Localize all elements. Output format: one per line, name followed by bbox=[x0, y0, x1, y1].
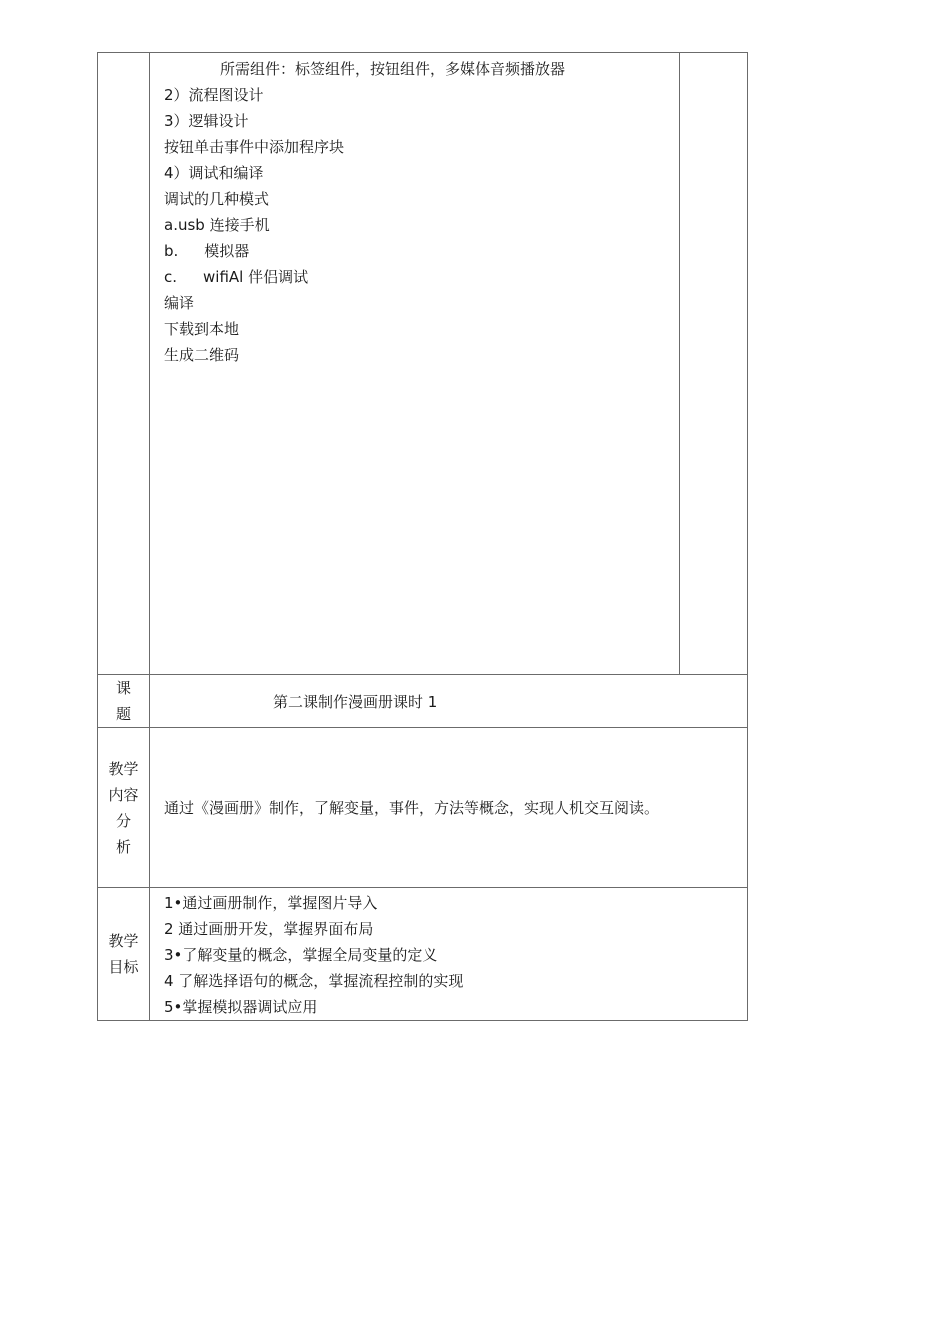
debug-mode-c bbox=[164, 264, 679, 290]
label-char: 课 bbox=[115, 679, 131, 697]
topic-value: 第二课制作漫画册课时 1 bbox=[150, 675, 748, 728]
objective-item: 4 了解选择语句的概念，掌握流程控制的实现 bbox=[164, 972, 464, 990]
body-line: 生成二维码 bbox=[164, 346, 240, 364]
objective-item: 5•掌握模拟器调试应用 bbox=[164, 998, 318, 1016]
content-analysis-label bbox=[98, 728, 150, 888]
label-char: 教学 bbox=[108, 759, 139, 778]
lesson-plan-table bbox=[97, 52, 748, 1021]
topic-row bbox=[98, 675, 748, 728]
content-analysis-value: 通过《漫画册》制作，了解变量，事件，方法等概念，实现人机交互阅读。 bbox=[150, 728, 748, 888]
objectives-row bbox=[98, 888, 748, 1021]
body-line: 3）逻辑设计 bbox=[164, 112, 249, 130]
body-line: 调试的几种模式 bbox=[164, 190, 270, 208]
body-line: 按钮单击事件中添加程序块 bbox=[164, 138, 345, 156]
objective-item: 2 通过画册开发，掌握界面布局 bbox=[164, 920, 374, 938]
body-line: 下载到本地 bbox=[164, 320, 240, 338]
label-char: 题 bbox=[115, 705, 131, 723]
body-line: a.usb 连接手机 bbox=[164, 216, 270, 234]
list-text: 模拟器 bbox=[204, 242, 250, 260]
continuation-body-cell bbox=[150, 53, 680, 675]
components-line: 所需组件：标签组件，按钮组件，多媒体音频播放器 bbox=[220, 60, 566, 78]
debug-mode-b bbox=[164, 238, 679, 264]
list-text: wifiAl 伴侣调试 bbox=[203, 268, 309, 286]
body-line: 4）调试和编译 bbox=[164, 164, 264, 182]
continuation-row bbox=[98, 53, 748, 675]
label-char: 教学 bbox=[108, 932, 139, 950]
label-char: 析 bbox=[115, 837, 131, 856]
continuation-label-cell bbox=[98, 53, 150, 675]
content-analysis-row bbox=[98, 728, 748, 888]
objective-item: 1•通过画册制作，掌握图片导入 bbox=[164, 894, 378, 912]
label-char: 目标 bbox=[108, 958, 139, 976]
objectives-cell bbox=[150, 888, 748, 1021]
body-line: 编译 bbox=[164, 294, 195, 312]
topic-label bbox=[98, 675, 150, 728]
list-marker: b. bbox=[164, 242, 179, 260]
continuation-side-cell bbox=[680, 53, 748, 675]
objectives-label bbox=[98, 888, 150, 1021]
label-char: 分 bbox=[115, 811, 131, 830]
objective-item: 3•了解变量的概念，掌握全局变量的定义 bbox=[164, 946, 438, 964]
list-marker: c. bbox=[164, 268, 178, 286]
body-line: 2）流程图设计 bbox=[164, 86, 264, 104]
label-char: 内容 bbox=[108, 785, 139, 804]
